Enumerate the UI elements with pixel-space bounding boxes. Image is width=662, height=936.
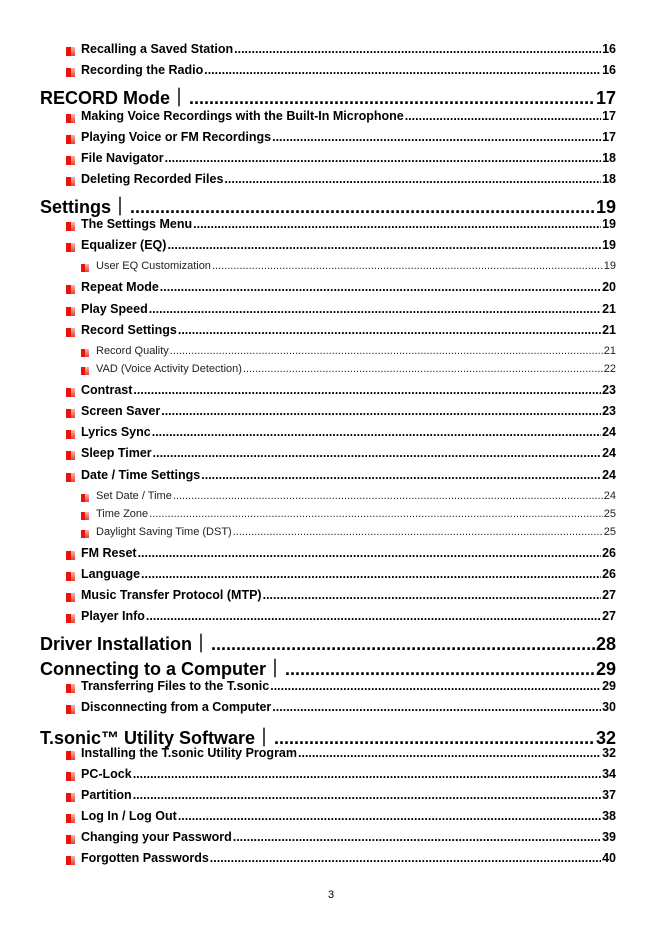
toc-entry-title: Time Zone [96, 508, 149, 520]
bullet-icon [66, 772, 75, 781]
dot-leader [161, 404, 601, 418]
dot-leader [298, 746, 601, 760]
toc-entry[interactable] [81, 383, 616, 397]
toc-entry[interactable] [81, 809, 616, 823]
toc-entry[interactable] [96, 345, 616, 357]
dot-leader [405, 109, 601, 123]
bullet-icon [66, 135, 75, 144]
bullet-icon [66, 451, 75, 460]
toc-entry-page: 23 [602, 383, 616, 397]
toc-entry-page: 34 [602, 767, 616, 781]
toc-entry[interactable] [81, 404, 616, 418]
toc-entry-page: 39 [602, 830, 616, 844]
toc-entry[interactable] [81, 746, 616, 760]
bullet-icon [66, 814, 75, 823]
toc-entry[interactable] [96, 526, 616, 538]
toc-entry-title: Date / Time Settings [81, 468, 201, 482]
toc-entry-title: Changing your Password [81, 830, 232, 844]
toc-entry-title: Driver Installation｜ [40, 634, 211, 654]
toc-entry-title: Contrast [81, 383, 133, 397]
toc-entry[interactable] [81, 446, 616, 460]
toc-entry-title: Log In / Log Out [81, 809, 177, 823]
toc-entry-title: Recording the Radio [81, 63, 204, 77]
toc-entry-title: Repeat Mode [81, 280, 159, 294]
toc-entry-title: Recalling a Saved Station [81, 42, 234, 56]
dot-leader [234, 42, 601, 56]
toc-entry[interactable] [81, 323, 616, 337]
toc-entry-title: RECORD Mode｜ [40, 88, 188, 108]
toc-entry[interactable] [81, 567, 616, 581]
page-number: 3 [327, 889, 335, 901]
toc-entry-title: PC-Lock [81, 767, 132, 781]
toc-entry-page: 38 [602, 809, 616, 823]
dot-leader [285, 659, 595, 680]
toc-entry[interactable] [96, 508, 616, 520]
toc-entry-page: 19 [602, 217, 616, 231]
toc-entry[interactable] [81, 172, 616, 186]
toc-entry-title: Deleting Recorded Files [81, 172, 224, 186]
dot-leader [153, 446, 601, 460]
toc-entry-title: The Settings Menu [81, 217, 193, 231]
bullet-icon [66, 856, 75, 865]
toc-entry-title: Forgotten Passwords [81, 851, 209, 865]
toc-entry[interactable] [81, 151, 616, 165]
dot-leader [165, 151, 601, 165]
bullet-icon [66, 793, 75, 802]
toc-entry-page: 18 [602, 151, 616, 165]
toc-entry-page: 16 [602, 42, 616, 56]
bullet-icon [66, 473, 75, 482]
toc-entry-title: Sleep Timer [81, 446, 152, 460]
toc-entry-page: 29 [595, 659, 616, 679]
dot-leader [233, 526, 603, 538]
toc-entry-page: 22 [603, 363, 616, 375]
toc-entry[interactable] [81, 788, 616, 802]
toc-entry[interactable] [40, 630, 616, 656]
toc-entry-title: Record Settings [81, 323, 177, 337]
dot-leader [263, 588, 602, 602]
toc-entry-page: 37 [602, 788, 616, 802]
toc-entry-page: 32 [602, 746, 616, 760]
toc-entry[interactable] [81, 468, 616, 482]
dot-leader [270, 679, 601, 693]
dot-leader [149, 302, 601, 316]
toc-entry-title: Record Quality [96, 345, 169, 357]
bullet-icon [66, 614, 75, 623]
toc-entry[interactable] [81, 700, 616, 714]
toc-entry-page: 25 [603, 526, 616, 538]
bullet-icon [66, 684, 75, 693]
toc-entry-title: Disconnecting from a Computer [81, 700, 272, 714]
dot-leader [138, 546, 602, 560]
toc-entry[interactable] [81, 679, 616, 693]
dot-leader [160, 280, 601, 294]
toc-entry[interactable] [40, 84, 616, 110]
toc-entry[interactable] [81, 609, 616, 623]
toc-entry-title: Play Speed [81, 302, 148, 316]
toc-entry[interactable] [81, 851, 616, 865]
bullet-icon [66, 177, 75, 186]
toc-entry-page: 19 [602, 238, 616, 252]
bullet-icon [66, 409, 75, 418]
toc-entry-page: 21 [603, 345, 616, 357]
toc-entry[interactable] [81, 130, 616, 144]
bullet-icon [66, 222, 75, 231]
dot-leader [212, 260, 603, 272]
toc-entry-title: Settings｜ [40, 197, 130, 217]
toc-entry-title: Connecting to a Computer｜ [40, 659, 284, 679]
dot-leader [233, 830, 601, 844]
dot-leader [133, 767, 601, 781]
dot-leader [193, 217, 601, 231]
toc-entry-title: Lyrics Sync [81, 425, 151, 439]
toc-entry-title: Making Voice Recordings with the Built-In Microphone [81, 109, 404, 123]
toc-entry-page: 24 [602, 446, 616, 460]
dot-leader [152, 425, 601, 439]
bullet-icon [66, 593, 75, 602]
toc-entry-page: 21 [602, 323, 616, 337]
toc-entry[interactable] [81, 830, 616, 844]
bullet-icon [66, 156, 75, 165]
toc-entry-page: 20 [602, 280, 616, 294]
toc-entry-page: 19 [595, 197, 616, 217]
bullet-icon [66, 328, 75, 337]
dot-leader [201, 468, 601, 482]
dot-leader [210, 851, 601, 865]
dot-leader [130, 197, 595, 218]
toc-entry-page: 27 [602, 588, 616, 602]
toc-entry-page: 16 [602, 63, 616, 77]
bullet-icon [66, 388, 75, 397]
toc-entry-title: FM Reset [81, 546, 137, 560]
toc-entry[interactable] [96, 260, 616, 272]
toc-entry[interactable] [81, 217, 616, 231]
toc-entry-title: Language [81, 567, 141, 581]
toc-entry[interactable] [81, 546, 616, 560]
toc-entry[interactable] [81, 63, 616, 77]
toc-entry-title: Daylight Saving Time (DST) [96, 526, 232, 538]
toc-entry[interactable] [81, 767, 616, 781]
bullet-icon [66, 114, 75, 123]
toc-entry-page: 24 [603, 490, 616, 502]
toc-entry-title: Installing the T.sonic Utility Program [81, 746, 298, 760]
toc-entry-title: T.sonic™ Utility Software｜ [40, 728, 274, 748]
toc-entry-page: 17 [602, 109, 616, 123]
toc-entry-page: 28 [595, 634, 616, 654]
toc-entry-page: 32 [595, 728, 616, 748]
bullet-icon [66, 307, 75, 316]
dot-leader [149, 508, 603, 520]
toc-entry-title: Set Date / Time [96, 490, 172, 502]
toc-entry-page: 18 [602, 172, 616, 186]
toc-entry-page: 24 [602, 468, 616, 482]
bullet-icon [66, 243, 75, 252]
toc-entry-page: 24 [602, 425, 616, 439]
toc-entry-page: 40 [602, 851, 616, 865]
toc-entry-page: 30 [602, 700, 616, 714]
bullet-icon [66, 47, 75, 56]
dot-leader [178, 323, 601, 337]
bullet-icon [66, 751, 75, 760]
dot-leader [224, 172, 601, 186]
dot-leader [243, 363, 603, 375]
toc-entry[interactable] [81, 280, 616, 294]
toc-entry[interactable] [81, 109, 616, 123]
toc-entry-page: 29 [602, 679, 616, 693]
toc-entry-page: 25 [603, 508, 616, 520]
bullet-icon [66, 835, 75, 844]
bullet-icon [66, 572, 75, 581]
toc-entry[interactable] [81, 425, 616, 439]
toc-entry[interactable] [96, 363, 616, 375]
bullet-icon [66, 430, 75, 439]
dot-leader [167, 238, 601, 252]
toc-entry-page: 26 [602, 546, 616, 560]
toc-entry-page: 21 [602, 302, 616, 316]
toc-entry-title: Transferring Files to the T.sonic [81, 679, 270, 693]
bullet-icon [66, 705, 75, 714]
bullet-icon [81, 367, 89, 375]
toc-entry[interactable] [81, 588, 616, 602]
toc-entry-page: 27 [602, 609, 616, 623]
toc-entry-title: Partition [81, 788, 132, 802]
toc-entry-title: Music Transfer Protocol (MTP) [81, 588, 262, 602]
toc-entry-page: 26 [602, 567, 616, 581]
toc-entry[interactable] [40, 655, 616, 681]
dot-leader [272, 700, 601, 714]
bullet-icon [66, 551, 75, 560]
dot-leader [146, 609, 601, 623]
dot-leader [178, 809, 601, 823]
toc-entry-title: Equalizer (EQ) [81, 238, 167, 252]
bullet-icon [81, 264, 89, 272]
bullet-icon [81, 512, 89, 520]
bullet-icon [66, 285, 75, 294]
toc-entry-title: Playing Voice or FM Recordings [81, 130, 272, 144]
toc-entry[interactable] [81, 42, 616, 56]
toc-entry[interactable] [96, 490, 616, 502]
toc-entry-page: 17 [595, 88, 616, 108]
toc-entry-title: User EQ Customization [96, 260, 211, 272]
dot-leader [204, 63, 601, 77]
bullet-icon [81, 530, 89, 538]
toc-entry-page: 19 [603, 260, 616, 272]
toc-entry[interactable] [81, 302, 616, 316]
toc-entry[interactable] [40, 193, 616, 219]
toc-entry-title: Player Info [81, 609, 145, 623]
toc-entry[interactable] [81, 238, 616, 252]
dot-leader [133, 383, 601, 397]
toc-entry-page: 23 [602, 404, 616, 418]
toc-entry-title: File Navigator [81, 151, 164, 165]
dot-leader [189, 88, 595, 109]
bullet-icon [81, 494, 89, 502]
toc-entry-page: 17 [602, 130, 616, 144]
dot-leader [211, 634, 595, 655]
dot-leader [170, 345, 603, 357]
bullet-icon [81, 349, 89, 357]
bullet-icon [66, 68, 75, 77]
dot-leader [133, 788, 601, 802]
dot-leader [272, 130, 601, 144]
dot-leader [141, 567, 601, 581]
toc-entry-title: Screen Saver [81, 404, 161, 418]
dot-leader [173, 490, 603, 502]
toc-entry-title: VAD (Voice Activity Detection) [96, 363, 242, 375]
